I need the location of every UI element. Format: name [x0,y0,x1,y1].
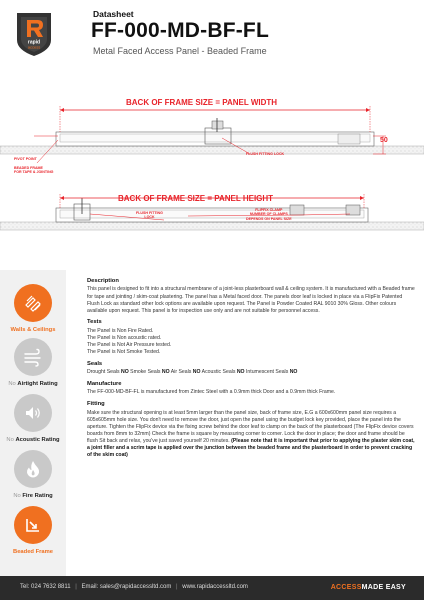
feature-walls-ceilings: Walls & Ceilings [0,284,66,333]
test-item: The Panel is Non Fire Rated. [87,327,154,334]
svg-text:access: access [27,44,41,50]
feature-fire: No Fire Rating [0,450,66,499]
manufacture-text: The FF-000-MD-BF-FL is manufactured from Zintec Steel with a 0.9mm thick Door and a 0.9mm thick Frame. [87,389,336,396]
feature-acoustic: No Acoustic Rating [0,394,66,443]
website-link[interactable]: www.rapidaccessltd.com [182,584,248,590]
flush-lock-label-bottom: FLUSH FITTING LOCK [136,211,163,220]
width-heading: BACK OF FRAME SIZE = PANEL WIDTH [126,98,278,107]
fitting-heading: Fitting [87,401,105,408]
description-text: This panel is designed to fit into a structural membrane of a joint-less plasterboard wall & ceiling system. It is manufactured with a Beaded frame for tape and jointing / skim-coat plastering. The panel has a Metal faced door. The panels door leaf is locked in place via a FlipFix Patented Flush Lock as standard other lock options are available upon request. The Panel is Powder Coated RAL 9010 30% Gloss. Other colours available upon request. This panel is for inspection use only and are not suitable for personnel access. [87,286,415,314]
seals-list: Drought Seals NO Smoke Seals NO Air Seals NO Acoustic Seals NO Intumescent Seals NO [87,369,298,376]
beaded-frame-icon [14,506,52,544]
height-heading: BACK OF FRAME SIZE = PANEL HEIGHT [118,194,274,203]
flush-lock-label: FLUSH FITTING LOCK [246,152,285,156]
fitting-text: Make sure the structural opening is at least 5mm larger than the panel size, back of frame size, E.G a 600x600mm panel size requires a 605x605mm hole size. You don't need to remove the door, just open the panel using the budget lock key provided, place the panel into the aperture. Tighten the FlipFix device via the fixing screw behind the door leaf to clamp on the back of the plasterboard (The FlipFix device covers boards from 8mm to 32mm) Check the frame is square by measuring corner to corner. Lock the door in place; the door and frame should be flush Sit back and relax, you've just saved yourself 20 minutes. (Please note that it is important that prior to applying the plaster skim coat, a joint filler and a scrim tape is applied over the junction between the beaded frame and the plasterboard in order to prevent cracking of the skim coat) [87,409,415,459]
walls-ceilings-icon [14,284,52,322]
flipfix-clamp-label: FLIPFIX CLAMP NUMBER OF CLAMPS DEPENDS ON PANEL SIZE [246,208,292,221]
seals-heading: Seals [87,360,103,367]
email-link[interactable]: sales@rapidaccessltd.com [99,584,172,590]
doc-kicker: Datasheet [93,9,134,19]
brand-logo [12,10,56,58]
feature-sidebar [0,270,66,576]
doc-subtitle: Metal Faced Access Panel - Beaded Frame [93,46,267,56]
feature-airtight: No Airtight Rating [0,338,66,387]
test-item: The Panel is Non acoustic rated. [87,335,162,342]
acoustic-icon [14,394,52,432]
svg-text:rapid: rapid [27,39,41,46]
test-item: The Panel is Not Air Pressure tested. [87,342,172,349]
footer-contact: Tel: 024 7632 8811 | Email: sales@rapidaccessltd.com | www.rapidaccessltd.com [20,584,248,590]
phone-number[interactable]: 024 7632 8811 [31,584,71,590]
footer-tagline: ACCESSMADE EASY [330,583,406,591]
airtight-icon [14,338,52,376]
beaded-frame-label: BEADED FRAME FOR TAPE & JOINTING [14,166,54,175]
fire-icon [14,450,52,488]
fitting-note: (Please note that it is important that prior to applying the plaster skim coat, a joint filler and a scrim tape is applied over the junction between the beaded frame and the plasterboard in order to prevent cracking of the skim coat) [87,437,415,459]
feature-beaded-frame: Beaded Frame [0,506,66,555]
footer [0,576,424,600]
manufacture-heading: Manufacture [87,380,122,387]
pivot-point-label: PIVOT POINT [14,157,37,161]
width-section-drawing [0,106,424,163]
dimension-label: 50 [380,137,388,144]
description-heading: Description [87,278,119,284]
technical-drawing [0,74,424,270]
header [0,0,424,64]
doc-title: FF-000-MD-BF-FL [91,19,269,42]
test-item: The Panel is Not Smoke Tested. [87,349,161,356]
tests-heading: Tests [87,319,102,326]
datasheet-content [87,278,416,459]
